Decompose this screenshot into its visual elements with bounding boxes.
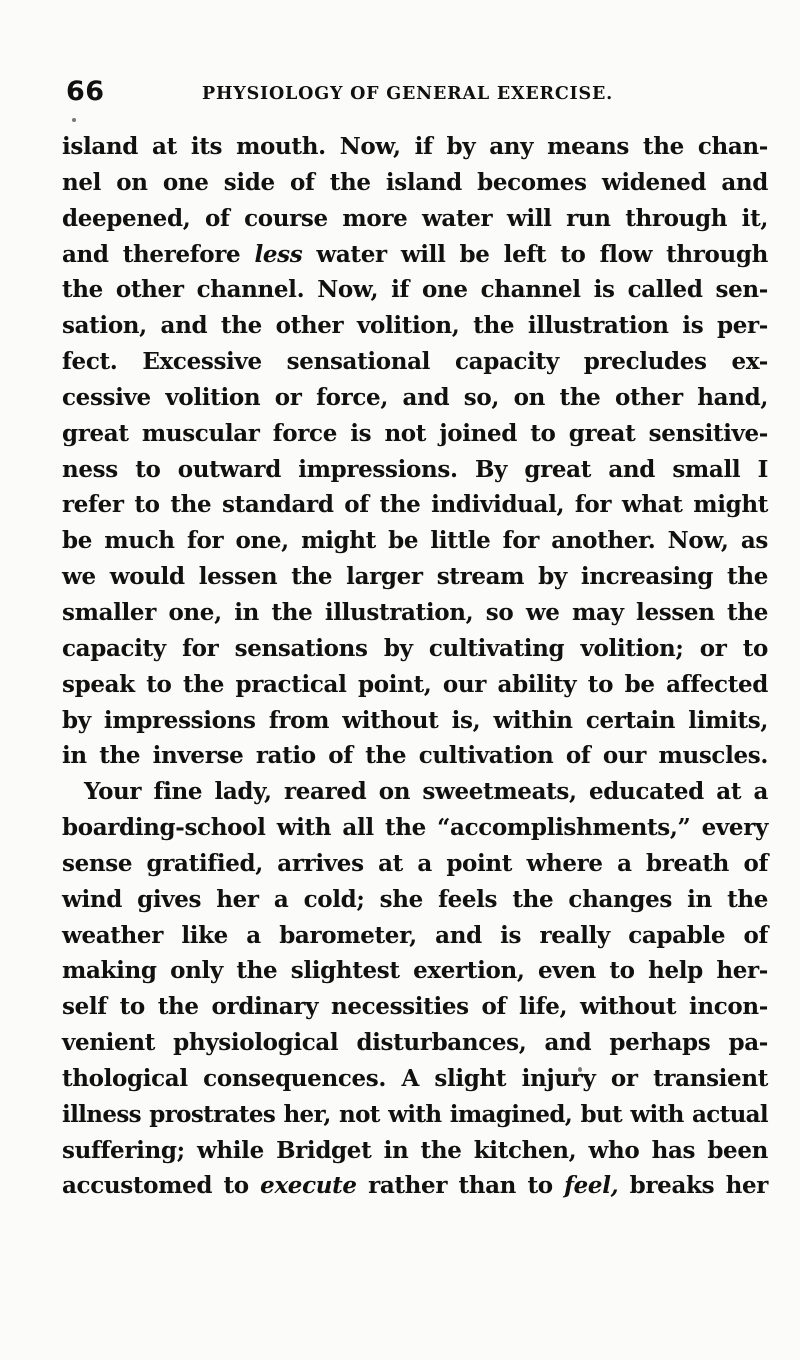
text-line: the other channel. Now, if one channel is called sen- — [62, 276, 768, 304]
emphasis: feel, — [564, 1172, 619, 1200]
text-line: wind gives her a cold; she feels the changes in the — [62, 885, 768, 913]
body-text — [62, 129, 768, 1204]
text-line: thological consequences. A slight injury or transient — [62, 1064, 768, 1092]
text-segment: rather than to — [356, 1172, 565, 1200]
text-line: illness prostrates her, not with imagined, but with actual — [62, 1100, 768, 1128]
page-header — [66, 76, 766, 116]
text-line: capacity for sensations by cultivating volition; or to — [62, 634, 768, 662]
running-head: PHYSIOLOGY OF GENERAL EXERCISE. — [202, 84, 614, 104]
text-line: nel on one side of the island becomes widened and — [62, 168, 768, 196]
text-line: boarding-school with all the “accomplishments,” every — [62, 814, 768, 842]
text-segment: and therefore — [62, 240, 255, 268]
text-line: ness to outward impressions. By great and small I — [62, 455, 768, 483]
text-line: suffering; while Bridget in the kitchen, who has been — [62, 1136, 768, 1164]
text-segment: water will be left to flow through — [302, 240, 768, 268]
text-line: self to the ordinary necessities of life, without incon- — [62, 993, 768, 1021]
text-line: deepened, of course more water will run through it, — [62, 204, 768, 232]
text-line: great muscular force is not joined to great sensitive- — [62, 419, 768, 447]
text-line: sense gratified, arrives at a point where a breath of — [62, 849, 768, 877]
text-line: fect. Excessive sensational capacity precludes ex- — [62, 348, 768, 376]
text-line: smaller one, in the illustration, so we may lessen the — [62, 598, 768, 626]
text-line: by impressions from without is, within certain limits, — [62, 706, 768, 734]
page-number: 66 — [66, 76, 105, 107]
text-line: Your fine lady, reared on sweetmeats, educated at a — [84, 778, 768, 806]
text-line: venient physiological disturbances, and perhaps pa- — [62, 1029, 768, 1057]
emphasis: less — [254, 240, 303, 268]
text-line: we would lessen the larger stream by increasing the — [62, 563, 768, 591]
text-line: be much for one, might be little for another. Now, as — [62, 527, 768, 555]
text-line — [62, 1168, 768, 1204]
text-line: speak to the practical point, our ability to be affected — [62, 670, 768, 698]
text-line: weather like a barometer, and is really capable of — [62, 921, 768, 949]
text-line: cessive volition or force, and so, on the other hand, — [62, 383, 768, 411]
text-line: refer to the standard of the individual, for what might — [62, 491, 768, 519]
text-line: sation, and the other volition, the illustration is per- — [62, 312, 768, 340]
text-line: in the inverse ratio of the cultivation of our muscles. — [62, 742, 768, 770]
text-line — [62, 237, 768, 273]
text-line: island at its mouth. Now, if by any means the chan- — [62, 133, 768, 160]
text-segment: breaks her — [618, 1172, 768, 1200]
text-segment: accustomed to — [62, 1172, 261, 1200]
print-speck — [72, 118, 76, 122]
emphasis: execute — [260, 1172, 357, 1200]
text-line: making only the slightest exertion, even to help her- — [62, 957, 768, 985]
